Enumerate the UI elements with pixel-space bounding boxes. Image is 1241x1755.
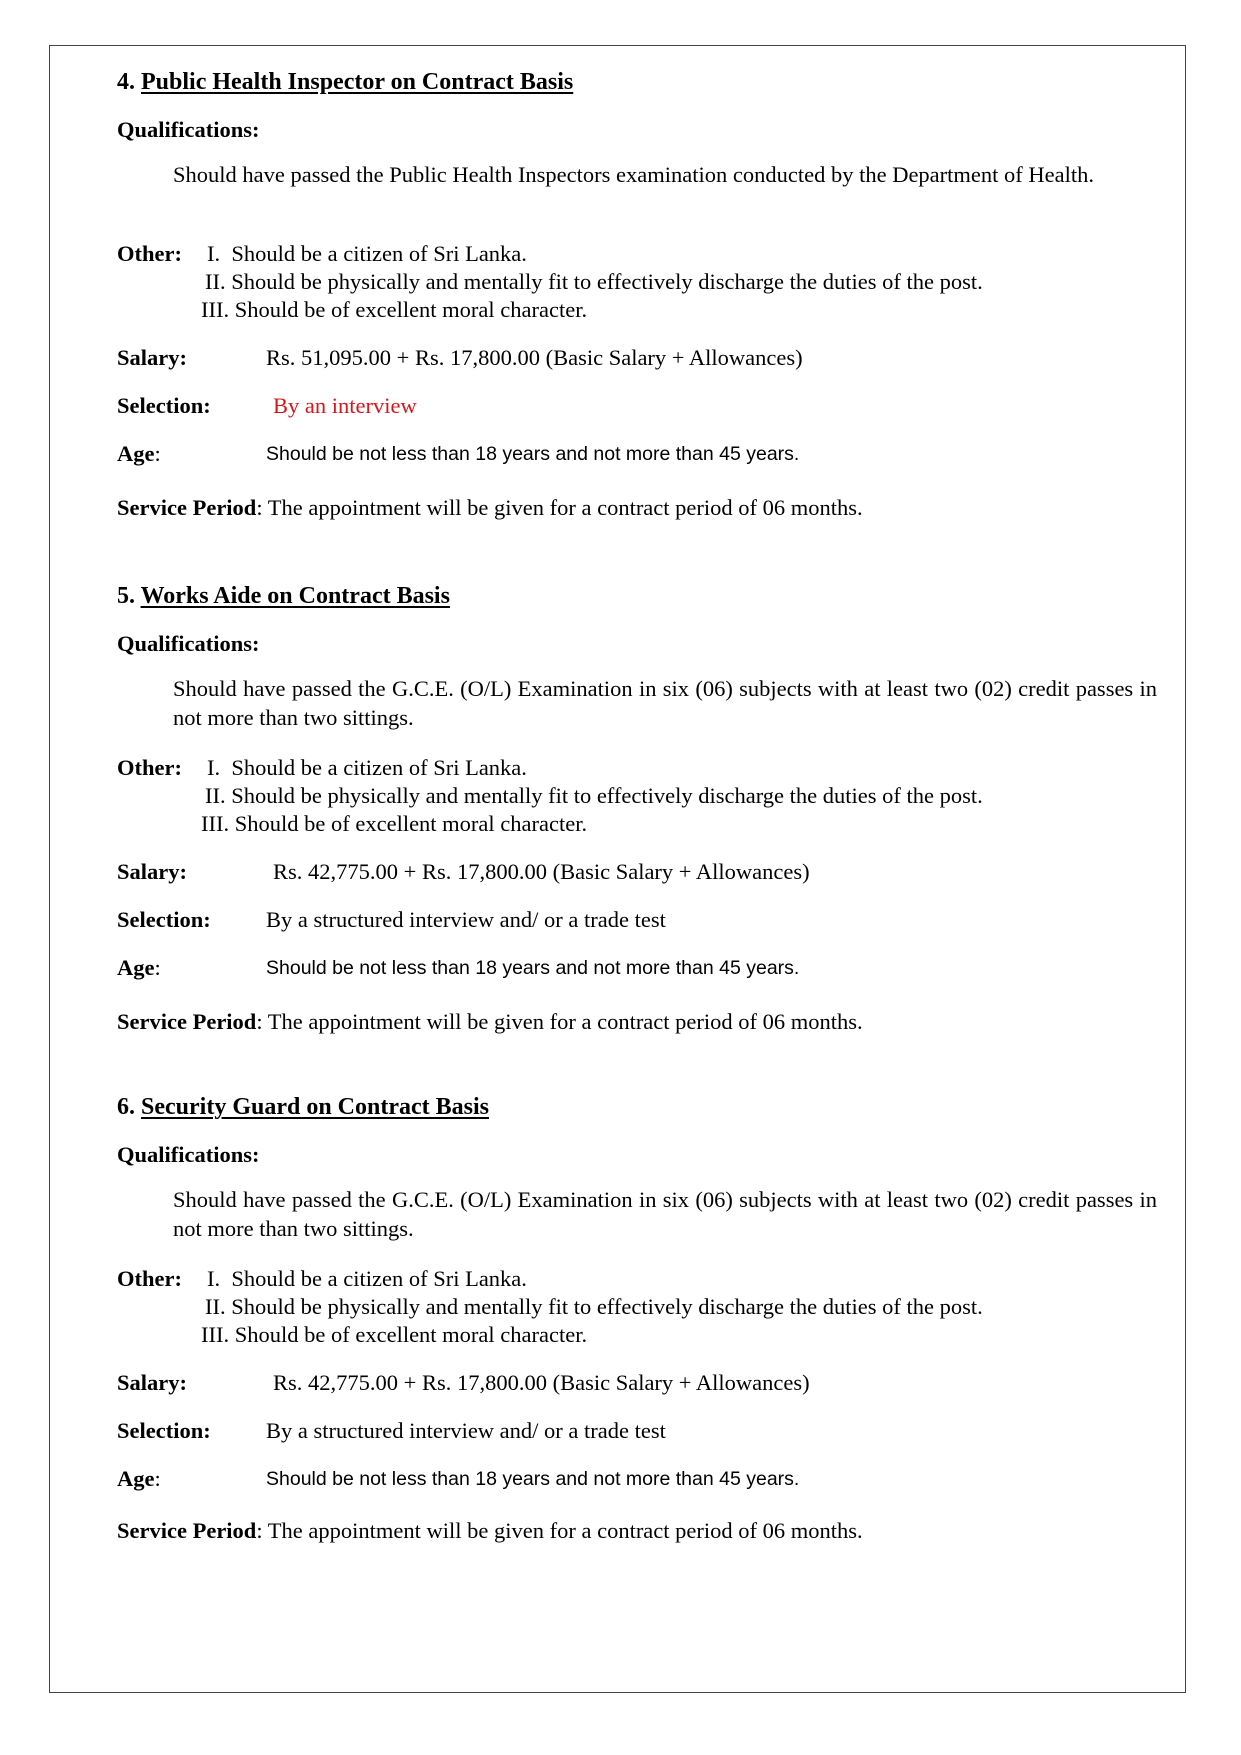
section-title: Works Aide on Contract Basis xyxy=(140,583,450,609)
service-period: Service Period: The appointment will be given for a contract period of 06 months. xyxy=(117,1518,863,1543)
selection-label: Selection: xyxy=(117,393,211,418)
other-label: Other: xyxy=(117,1266,182,1291)
section-number: 6. xyxy=(117,1094,135,1120)
qualifications-text: Should have passed the Public Health Inspectors examination conducted by the Department of Health. xyxy=(173,162,1094,187)
other-item: III. Should be of excellent moral character. xyxy=(201,297,588,322)
section-heading xyxy=(117,68,573,96)
other-item: I. Should be a citizen of Sri Lanka. xyxy=(207,755,527,780)
salary-label: Salary: xyxy=(117,859,187,884)
selection-value: By a structured interview and/ or a trade test xyxy=(266,1418,666,1443)
other-item: III. Should be of excellent moral character. xyxy=(201,811,588,836)
qualifications-label: Qualifications: xyxy=(117,117,260,142)
salary-value: Rs. 51,095.00 + Rs. 17,800.00 (Basic Salary + Allowances) xyxy=(266,345,803,370)
salary-label: Salary: xyxy=(117,1370,187,1395)
age-label: Age: xyxy=(117,955,161,980)
age-value: Should be not less than 18 years and not more than 45 years. xyxy=(266,1468,800,1490)
salary-value: Rs. 42,775.00 + Rs. 17,800.00 (Basic Salary + Allowances) xyxy=(273,859,810,884)
other-label: Other: xyxy=(117,755,182,780)
other-item: III. Should be of excellent moral character. xyxy=(201,1322,588,1347)
salary-value: Rs. 42,775.00 + Rs. 17,800.00 (Basic Salary + Allowances) xyxy=(273,1370,810,1395)
qualifications-label: Qualifications: xyxy=(117,631,260,656)
other-item: II. Should be physically and mentally fit to effectively discharge the duties of the post. xyxy=(205,783,983,808)
selection-label: Selection: xyxy=(117,907,211,932)
section-title: Public Health Inspector on Contract Basis xyxy=(141,69,574,95)
section-title: Security Guard on Contract Basis xyxy=(141,1094,489,1120)
age-value: Should be not less than 18 years and not more than 45 years. xyxy=(266,443,800,465)
section-heading xyxy=(117,1093,489,1121)
section-number: 5. xyxy=(117,583,135,609)
selection-value: By a structured interview and/ or a trade test xyxy=(266,907,666,932)
selection-label: Selection: xyxy=(117,1418,211,1443)
service-period: Service Period: The appointment will be given for a contract period of 06 months. xyxy=(117,1009,863,1034)
service-period: Service Period: The appointment will be given for a contract period of 06 months. xyxy=(117,495,863,520)
age-label: Age: xyxy=(117,441,161,466)
other-item: I. Should be a citizen of Sri Lanka. xyxy=(207,1266,527,1291)
other-item: II. Should be physically and mentally fit to effectively discharge the duties of the post. xyxy=(205,269,983,294)
section-heading xyxy=(117,582,450,610)
other-item: II. Should be physically and mentally fit to effectively discharge the duties of the post. xyxy=(205,1294,983,1319)
qualifications-label: Qualifications: xyxy=(117,1142,260,1167)
age-value: Should be not less than 18 years and not more than 45 years. xyxy=(266,957,800,979)
salary-label: Salary: xyxy=(117,345,187,370)
age-label: Age: xyxy=(117,1466,161,1491)
selection-value: By an interview xyxy=(273,393,417,418)
section-number: 4. xyxy=(117,69,135,95)
other-label: Other: xyxy=(117,241,182,266)
other-item: I. Should be a citizen of Sri Lanka. xyxy=(207,241,527,266)
qualifications-text: Should have passed the G.C.E. (O/L) Examination in six (06) subjects with at least two (02) credit passes in not more than two sittings. xyxy=(173,1187,1157,1241)
qualifications-text: Should have passed the G.C.E. (O/L) Examination in six (06) subjects with at least two (02) credit passes in not more than two sittings. xyxy=(173,676,1157,730)
